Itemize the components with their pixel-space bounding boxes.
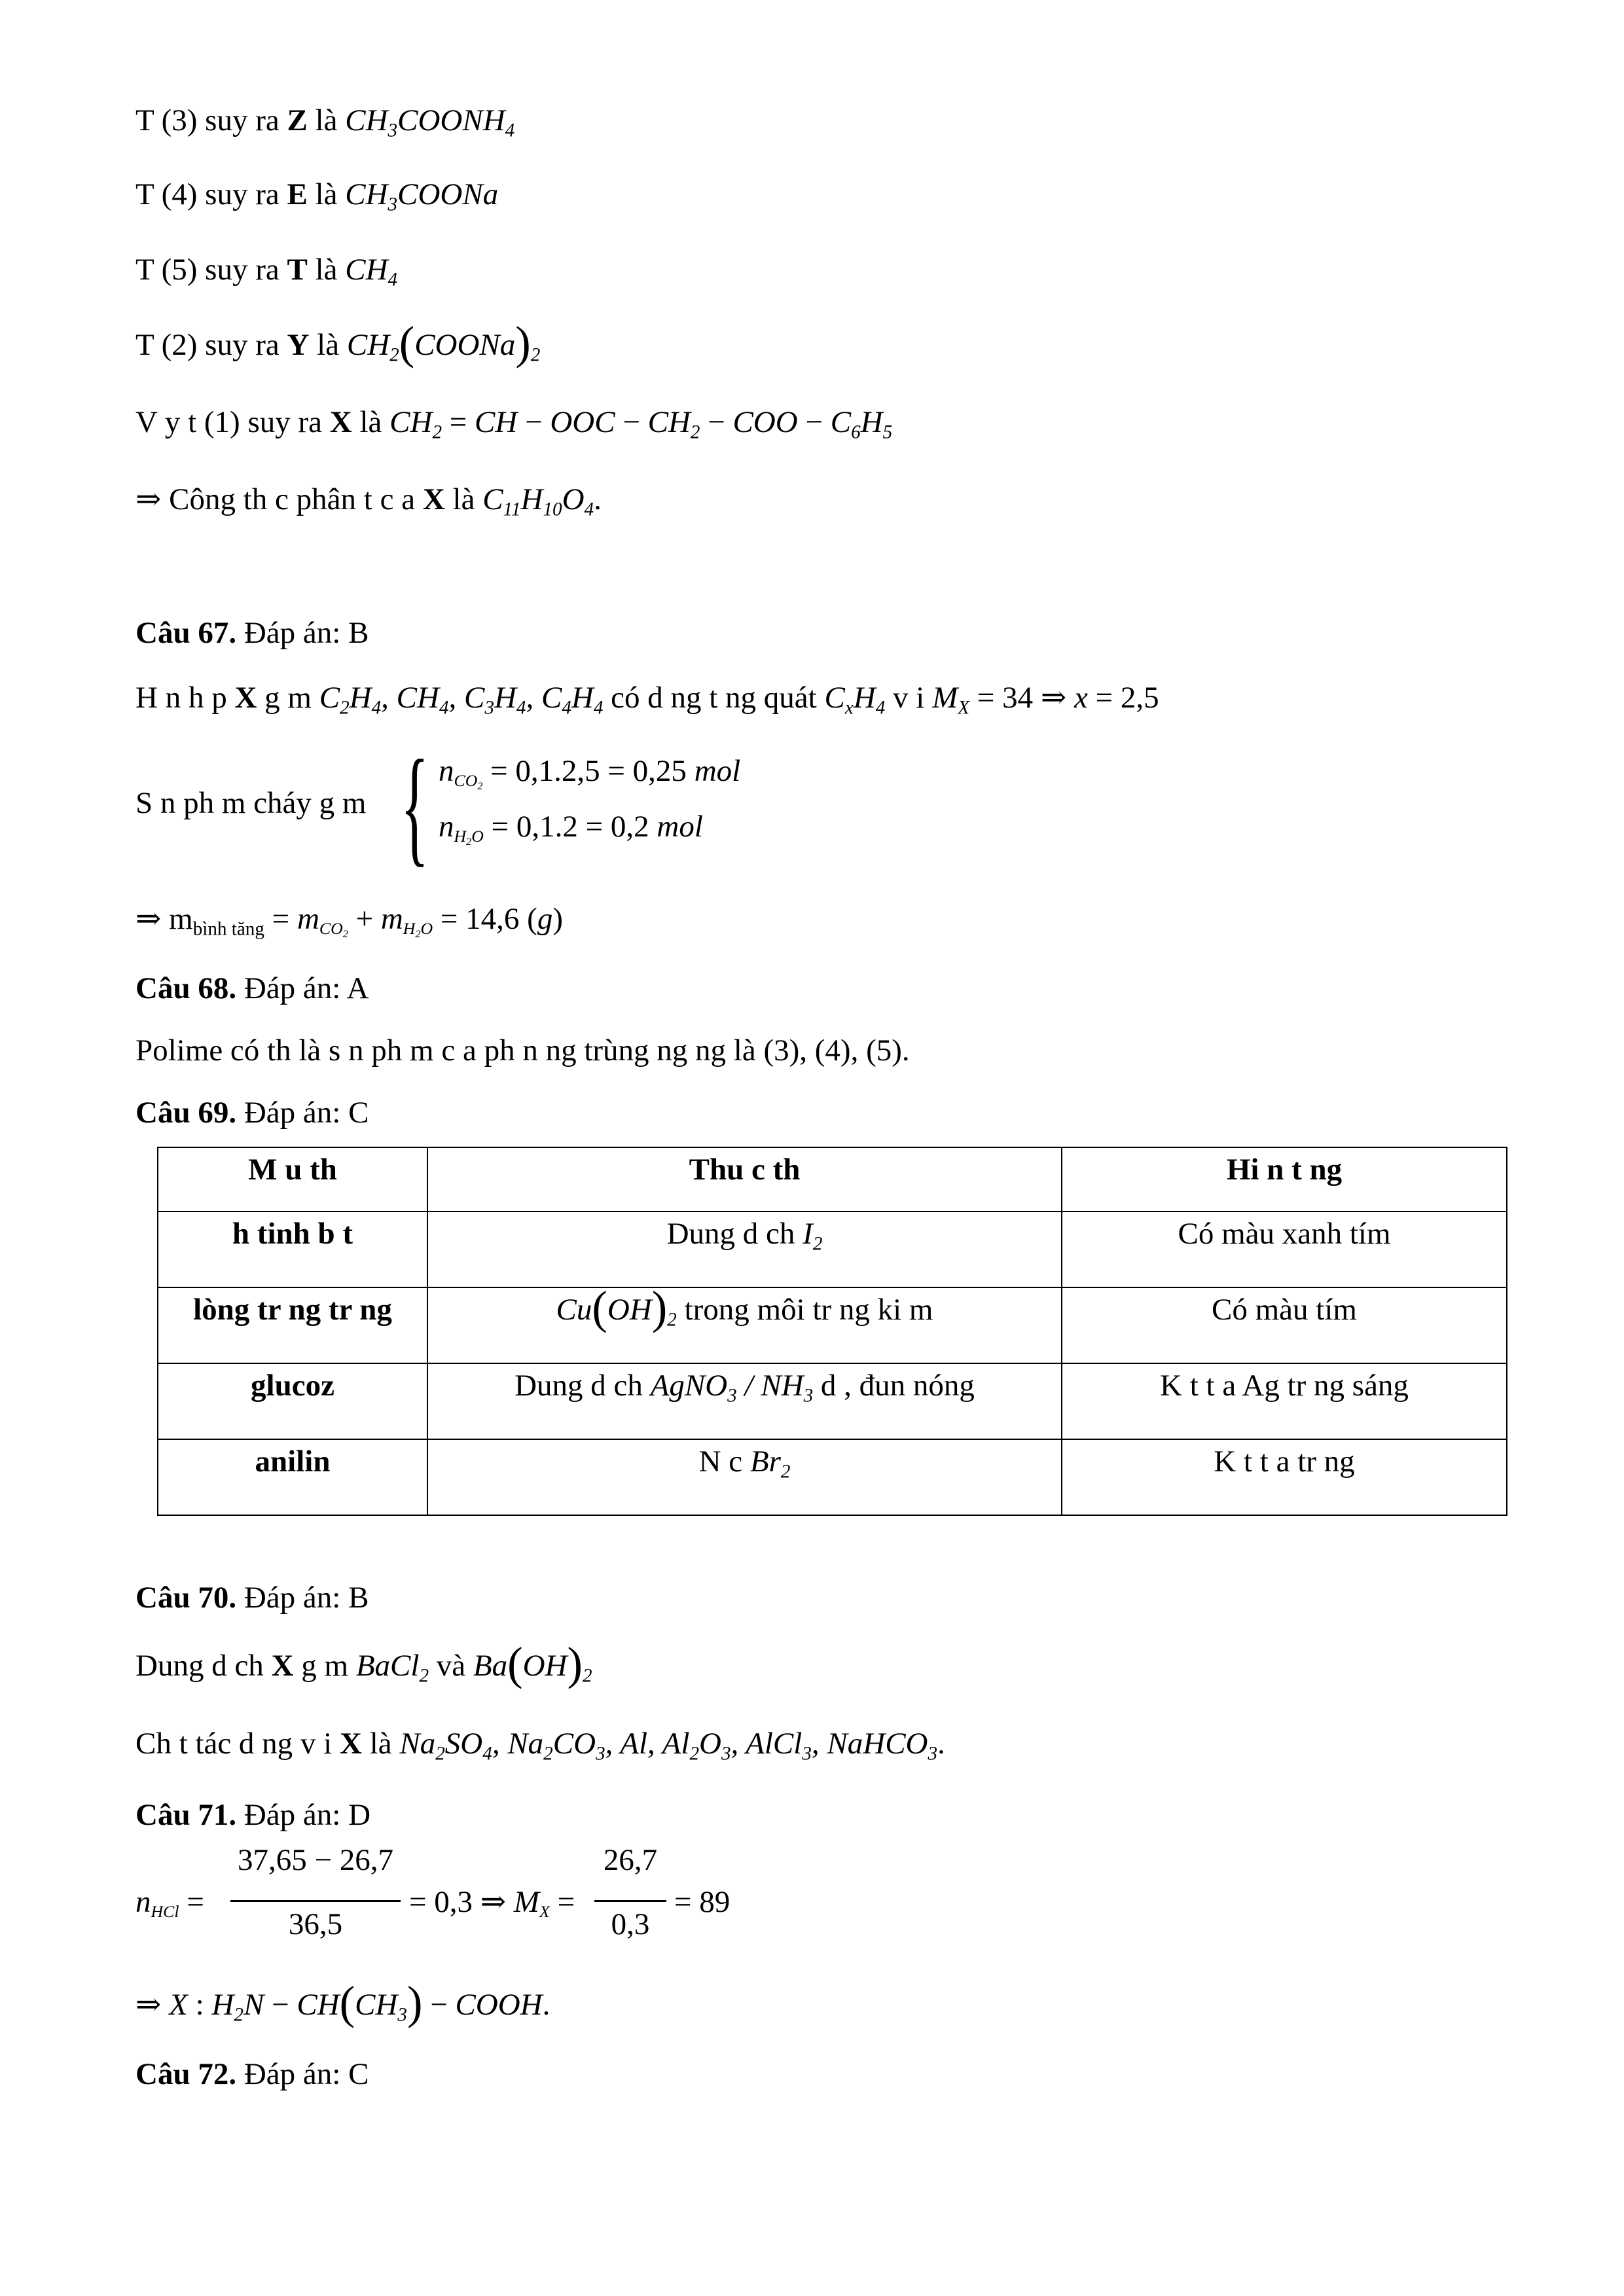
row-reagent: $Cu(OH)_2$ trong môi tr ng ki m <box>427 1287 1062 1363</box>
implies-icon: ⇒ <box>135 1988 170 2022</box>
line-y <box>135 317 541 369</box>
row-reagent: Dung d ch AgNO$_3$ / $NH_3$ d , đun nóng <box>427 1363 1062 1439</box>
header-phenomenon: Hi n t ng <box>1062 1147 1507 1211</box>
q67-m-label: m <box>169 902 193 936</box>
question-68-answer: Đáp án: A <box>236 971 369 1005</box>
q71-fraction1-bar <box>230 1900 401 1902</box>
q71-fraction2-bar <box>594 1900 666 1902</box>
header-reagent: Thu c th <box>427 1147 1062 1211</box>
question-71-answer: Đáp án: D <box>236 1798 371 1832</box>
q67-m-unit: g <box>537 902 553 936</box>
q67-mixture-formulas: $C_2H_4$, $CH_4$, $C_3H_4$, $C_4H_4$ <box>319 681 604 719</box>
q71-mid-text: = 0,3 ⇒ <box>409 1885 514 1919</box>
line-x-formula-var: X <box>422 482 445 516</box>
line-t-prefix: T (5) suy ra <box>135 253 287 287</box>
question-69-label: Câu 69. <box>135 1096 237 1130</box>
line-x-var: X <box>329 405 352 439</box>
line-e-suffix: là <box>307 177 346 211</box>
line-x-formula-suffix: là <box>444 482 483 516</box>
line-e-var: E <box>287 177 308 211</box>
question-67-mixture-line <box>135 678 1159 717</box>
formula-y: $CH_2(COONa)_2$ <box>346 317 541 369</box>
question-67-mass-line: ⇒ $m_{bình tăng} = m_{CO_2} + m_{H_2O} = 14,6$ (g) <box>135 902 563 940</box>
row-sample: h tinh b t <box>158 1211 427 1287</box>
q67-system-brace: { <box>401 734 429 878</box>
line-z-var: Z <box>287 103 308 137</box>
implies-icon: ⇒ <box>135 902 170 936</box>
formula-x-structure: $CH_2$ = CH − OOC − $CH_2$ − COO − $C_6H_5$ <box>389 405 893 443</box>
question-67-products-label <box>135 783 366 823</box>
q70-l1-prefix: Dung d ch <box>135 1649 272 1683</box>
q67-m-result: = 14,6 ( <box>440 902 537 936</box>
q71-fraction2-numerator: 26,7 <box>603 1843 658 1877</box>
formula-x-molecular: $C_{11}H_{10}O_4$ <box>482 482 594 520</box>
q67-l1-prefix: H n h p <box>135 681 235 715</box>
line-x-structure <box>135 403 892 442</box>
q70-l2-prefix: Ch t tác d ng v i <box>135 1727 340 1761</box>
row-sample: lòng tr ng tr ng <box>158 1287 427 1363</box>
line-t <box>135 250 397 289</box>
q67-h2o-value: = 0,1.2 = 0,2 <box>491 810 657 844</box>
row-reagent: Dung d ch $I_2$ <box>427 1211 1062 1287</box>
q67-m-close: ) <box>552 902 563 936</box>
q71-nhcl-lhs: $n_{HCl}$ = <box>135 1885 204 1921</box>
question-70-answer: Đáp án: B <box>236 1581 369 1615</box>
formula-e: $CH_3COONa$ <box>345 177 499 215</box>
row-phenomenon: Có màu xanh tím <box>1062 1211 1507 1287</box>
question-69-heading <box>135 1093 369 1132</box>
line-z-suffix: là <box>307 103 346 137</box>
line-t-var: T <box>287 253 308 287</box>
q67-l1-mid: g m <box>257 681 319 715</box>
table-row <box>158 1439 1507 1515</box>
q70-l1-mid: g m <box>293 1649 356 1683</box>
question-70-label: Câu 70. <box>135 1581 237 1615</box>
question-68-heading <box>135 969 369 1008</box>
q71-fraction1-denominator: 36,5 <box>288 1907 343 1941</box>
q71-structure-line <box>135 1977 550 2029</box>
question-71-label: Câu 71. <box>135 1798 237 1832</box>
q67-l1-var: X <box>234 681 257 715</box>
table-header-row <box>158 1147 1507 1211</box>
q71-structure-formula: X : $H_2N - CH(CH_3)$ − COOH. <box>169 1977 550 2029</box>
question-70-solution-line: Dung d ch X g m BaCl$_2$ và $Ba(OH)_2$ <box>135 1638 592 1690</box>
question-70-reactants-line: Ch t tác d ng v i X là $Na_2SO_4$, $Na_2CO_3$, Al, $Al_2O_3$, AlCl$_3$, NaHCO$_3$. <box>135 1727 945 1765</box>
line-t-suffix: là <box>307 253 346 287</box>
question-72-answer: Đáp án: C <box>236 2057 369 2091</box>
q67-products-text: S n ph m cháy g m <box>135 786 367 820</box>
q67-h2o-unit: mol <box>657 810 703 844</box>
question-69-answer: Đáp án: C <box>236 1096 369 1130</box>
question-72-label: Câu 72. <box>135 2057 237 2091</box>
table-row <box>158 1211 1507 1287</box>
row-phenomenon: Có màu tím <box>1062 1287 1507 1363</box>
line-y-var: Y <box>287 328 310 362</box>
line-z <box>135 101 514 140</box>
line-y-prefix: T (2) suy ra <box>135 328 287 362</box>
table-row <box>158 1287 1507 1363</box>
q67-molar-mass: $M_X = 34$ ⇒ x = 2,5 <box>932 681 1159 719</box>
formula-t: $CH_4$ <box>345 253 398 291</box>
formula-z: $CH_3COONH_4$ <box>345 103 515 141</box>
q71-fraction1-numerator: 37,65 − 26,7 <box>237 1843 393 1877</box>
line-e <box>135 175 498 214</box>
question-67-label: Câu 67. <box>135 616 237 650</box>
row-reagent: N c $Br_2$ <box>427 1439 1062 1515</box>
line-x-formula-prefix: Công th c phân t c a <box>169 482 423 516</box>
q71-fraction2-denominator: 0,3 <box>611 1907 650 1941</box>
line-x-suffix: là <box>352 405 390 439</box>
q71-mid: = 0,3 ⇒ $M_X$ = <box>409 1885 575 1921</box>
question-67-answer: Đáp án: B <box>236 616 369 650</box>
line-x-formula: ⇒ Công th c phân t c a X là $C_{11}H_{10}O_4$. <box>135 482 602 520</box>
row-sample: anilin <box>158 1439 427 1515</box>
question-70-heading <box>135 1578 369 1617</box>
q71-result <box>674 1882 730 1922</box>
question-71-heading <box>135 1795 370 1835</box>
q67-co2-equation: $n_{CO_2} = 0,1.2,5 = 0,25$ mol <box>439 754 741 792</box>
header-sample: M u th <box>158 1147 427 1211</box>
row-sample: glucoz <box>158 1363 427 1439</box>
row-phenomenon: K t t a Ag tr ng sáng <box>1062 1363 1507 1439</box>
implies-icon: ⇒ <box>135 482 170 516</box>
question-67-heading <box>135 613 369 653</box>
q70-l2-suffix: là <box>361 1727 400 1761</box>
line-y-suffix: là <box>309 328 347 362</box>
line-e-prefix: T (4) suy ra <box>135 177 287 211</box>
q69-reagent-table <box>157 1147 1507 1516</box>
row-phenomenon: K t t a tr ng <box>1062 1439 1507 1515</box>
q67-h2o-equation: $n_{H_2O} = 0,1.2 = 0,2$ mol <box>439 810 703 848</box>
question-72-heading <box>135 2054 369 2094</box>
q68-explanation: Polime có th là s n ph m c a ph n ng trùng ng ng là (3), (4), (5). <box>135 1033 910 1067</box>
table-row <box>158 1363 1507 1439</box>
q67-general-formula: $C_xH_4$ <box>824 681 886 719</box>
line-z-prefix: T (3) suy ra <box>135 103 287 137</box>
q71-result-text: = 89 <box>674 1885 731 1919</box>
q67-co2-value: = 0,1.2,5 = 0,25 <box>490 754 695 788</box>
q67-co2-unit: mol <box>694 754 741 788</box>
q70-l1-var: X <box>271 1649 294 1683</box>
q67-m-sub: bình tăng <box>192 918 264 940</box>
question-68-label: Câu 68. <box>135 971 237 1005</box>
q67-l1-general: có d ng t ng quát <box>611 681 825 715</box>
q70-l1-and: và <box>429 1649 473 1683</box>
line-x-prefix: V y t (1) suy ra <box>135 405 330 439</box>
question-68-text <box>135 1031 910 1070</box>
q67-l1-with: v i <box>893 681 933 715</box>
q70-l2-var: X <box>340 1727 362 1761</box>
